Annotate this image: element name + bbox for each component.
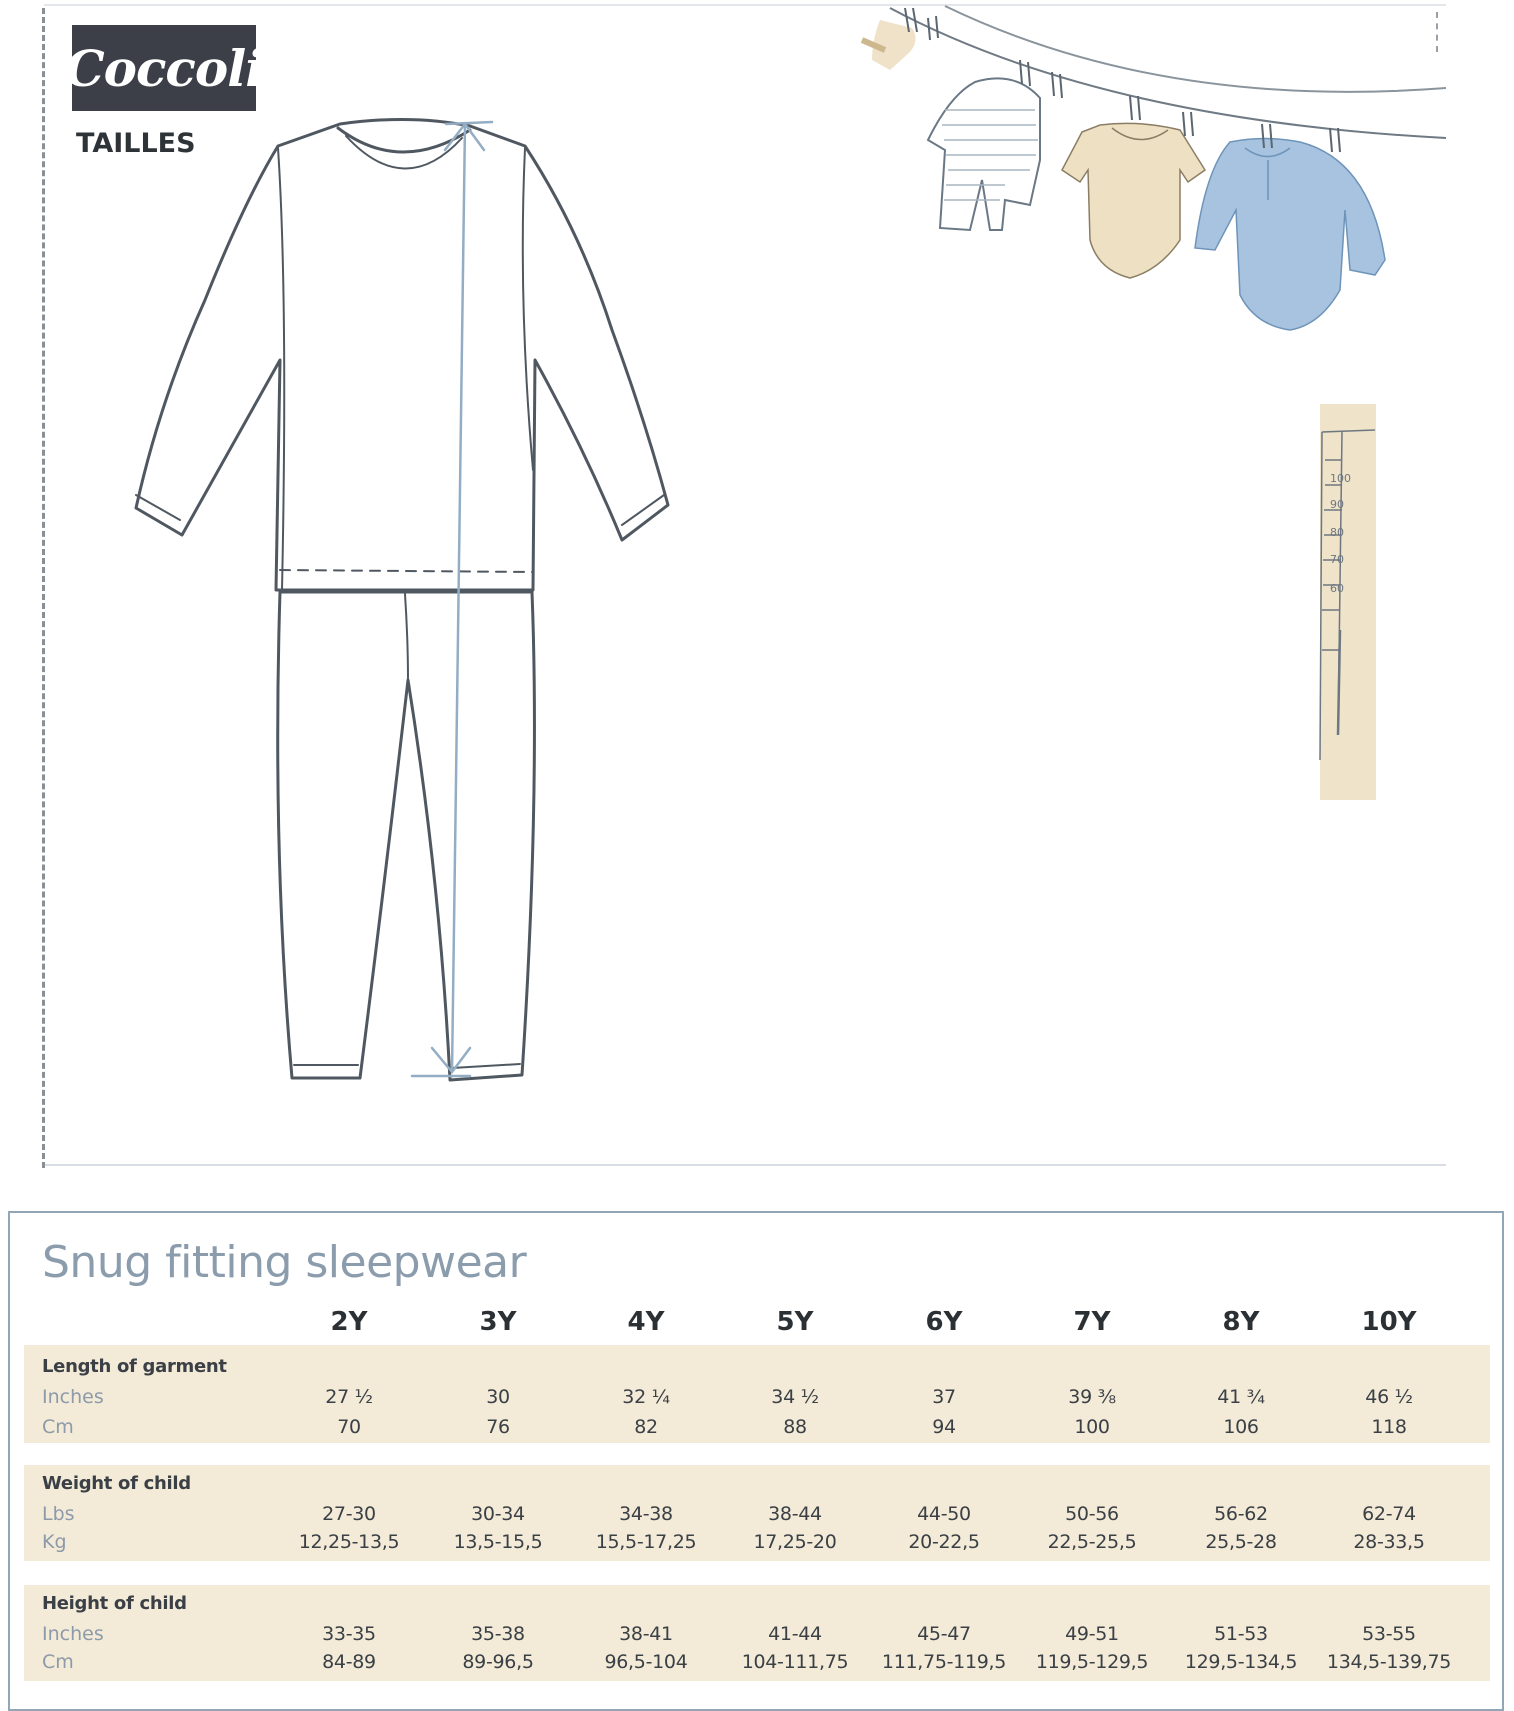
unit-label-height-inches: Inches (42, 1623, 104, 1645)
height-mark-70: 70 (1330, 553, 1344, 566)
table-cell: 94 (932, 1416, 956, 1438)
table-cell: 17,25-20 (753, 1531, 837, 1553)
table-cell: 38-44 (768, 1503, 822, 1525)
table-cell: 12,25-13,5 (298, 1531, 400, 1553)
table-cell: 111,75-119,5 (881, 1651, 1007, 1673)
table-cell: 119,5-129,5 (1035, 1651, 1149, 1673)
table-cell: 134,5-139,75 (1326, 1651, 1452, 1673)
table-cell: 38-41 (619, 1623, 673, 1645)
unit-label-weight-lbs: Lbs (42, 1503, 75, 1525)
group-label-height: Height of child (42, 1593, 187, 1614)
table-cell: 32 ¼ (622, 1386, 670, 1408)
unit-label-length-inches: Inches (42, 1386, 104, 1408)
table-cell: 82 (634, 1416, 658, 1438)
table-cell: 50-56 (1065, 1503, 1119, 1525)
pajama-bottom-drawing (278, 592, 535, 1080)
table-cell: 49-51 (1065, 1623, 1119, 1645)
table-cell: 37 (932, 1386, 956, 1408)
height-mark-100: 100 (1330, 472, 1351, 485)
size-header-5y: 5Y (776, 1307, 814, 1337)
striped-romper-drawing (928, 78, 1040, 230)
size-header-3y: 3Y (479, 1307, 517, 1337)
table-cell: 118 (1371, 1416, 1407, 1438)
table-cell: 33-35 (322, 1623, 376, 1645)
table-cell: 56-62 (1214, 1503, 1268, 1525)
table-cell: 53-55 (1362, 1623, 1416, 1645)
table-cell: 104-111,75 (741, 1651, 849, 1673)
table-cell: 100 (1074, 1416, 1110, 1438)
table-cell: 30 (486, 1386, 510, 1408)
table-cell: 28-33,5 (1353, 1531, 1425, 1553)
table-cell: 84-89 (322, 1651, 376, 1673)
height-mark-90: 90 (1330, 498, 1344, 511)
table-cell: 34-38 (619, 1503, 673, 1525)
unit-label-length-cm: Cm (42, 1416, 74, 1438)
section-title: TAILLES (76, 128, 196, 159)
table-cell: 96,5-104 (604, 1651, 688, 1673)
table-cell: 62-74 (1362, 1503, 1416, 1525)
table-cell: 45-47 (917, 1623, 971, 1645)
table-cell: 51-53 (1214, 1623, 1268, 1645)
height-chart-drawing (1320, 404, 1376, 800)
table-cell: 27 ½ (325, 1386, 373, 1408)
table-cell: 41 ¾ (1217, 1386, 1265, 1408)
table-cell: 27-30 (322, 1503, 376, 1525)
group-label-weight: Weight of child (42, 1473, 191, 1494)
table-cell: 30-34 (471, 1503, 525, 1525)
unit-label-weight-kg: Kg (42, 1531, 67, 1553)
size-header-2y: 2Y (330, 1307, 368, 1337)
table-cell: 34 ½ (771, 1386, 819, 1408)
table-cell: 88 (783, 1416, 807, 1438)
table-cell: 46 ½ (1365, 1386, 1413, 1408)
pajama-top-drawing (136, 119, 668, 590)
unit-label-height-cm: Cm (42, 1651, 74, 1673)
table-cell: 44-50 (917, 1503, 971, 1525)
table-cell: 15,5-17,25 (595, 1531, 697, 1553)
size-header-6y: 6Y (925, 1307, 963, 1337)
size-chart-card (8, 1211, 1504, 1711)
table-cell: 20-22,5 (908, 1531, 980, 1553)
cream-bodysuit-drawing (1062, 123, 1205, 278)
table-cell: 13,5-15,5 (453, 1531, 543, 1553)
size-chart-title: Snug fitting sleepwear (42, 1237, 527, 1288)
size-header-7y: 7Y (1073, 1307, 1111, 1337)
table-cell: 35-38 (471, 1623, 525, 1645)
blue-bodysuit-drawing (1195, 139, 1385, 331)
group-label-length: Length of garment (42, 1356, 227, 1377)
height-mark-60: 60 (1330, 582, 1344, 595)
table-cell: 89-96,5 (462, 1651, 534, 1673)
table-cell: 22,5-25,5 (1047, 1531, 1137, 1553)
table-cell: 129,5-134,5 (1184, 1651, 1298, 1673)
brand-logo-text: Coccoli (64, 38, 264, 98)
size-header-8y: 8Y (1222, 1307, 1260, 1337)
height-chart-board (1320, 404, 1376, 800)
table-cell: 70 (337, 1416, 361, 1438)
size-header-4y: 4Y (627, 1307, 665, 1337)
size-header-10y: 10Y (1361, 1307, 1417, 1337)
table-cell: 39 ⅜ (1068, 1386, 1116, 1408)
length-measure-arrow (412, 122, 492, 1076)
table-cell: 76 (486, 1416, 510, 1438)
table-cell: 25,5-28 (1205, 1531, 1277, 1553)
height-mark-80: 80 (1330, 526, 1344, 539)
table-cell: 106 (1223, 1416, 1259, 1438)
table-cell: 41-44 (768, 1623, 822, 1645)
